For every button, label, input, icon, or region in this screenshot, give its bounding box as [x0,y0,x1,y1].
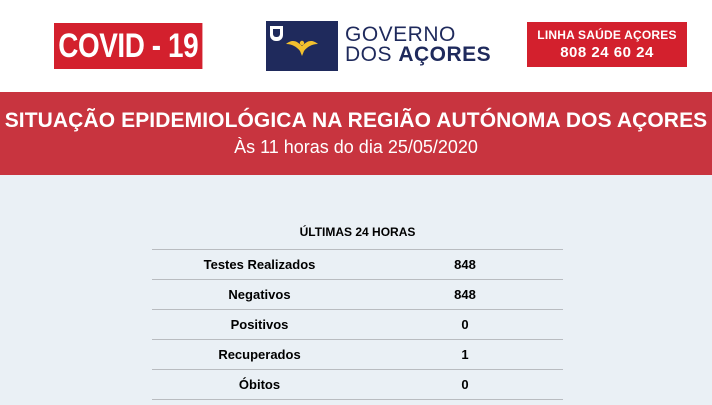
row-value: 0 [461,317,469,332]
row-label: Óbitos [238,377,281,392]
row-value: 848 [454,287,476,302]
table-row-positives [152,310,563,340]
row-label: Recuperados [218,347,301,362]
row-value: 1 [461,347,469,362]
row-value: 848 [454,257,476,272]
report-timestamp: Às 11 horas do dia 25/05/2020 [234,137,478,157]
row-value: 0 [461,377,469,392]
row-label: Testes Realizados [203,257,316,272]
helpline-number: 808 24 60 24 [560,44,654,61]
government-name-line1: GOVERNO [345,23,456,46]
table-row-tests [152,250,563,280]
title-banner [0,92,712,175]
header [0,0,712,92]
helpline-title: LINHA SAÚDE AÇORES [537,28,677,42]
azores-coat-of-arms-icon [266,21,338,71]
goshawk-icon [285,34,319,60]
government-name-line2: DOS AÇORES [345,43,492,66]
covid-19-badge: COVID - 19 [54,23,202,69]
table-row-negatives [152,280,563,310]
table-row-recovered [152,340,563,370]
stats-table [152,222,563,400]
shield-icon [270,26,283,41]
table-row-deaths [152,370,563,400]
helpline-box [527,22,687,67]
row-label: Positivos [230,317,289,332]
row-label: Negativos [228,287,291,302]
page-title: SITUAÇÃO EPIDEMIOLÓGICA NA REGIÃO AUTÓNOMA DOS AÇORES [4,109,708,132]
table-heading: ÚLTIMAS 24 HORAS [152,222,563,250]
government-name [345,25,491,65]
